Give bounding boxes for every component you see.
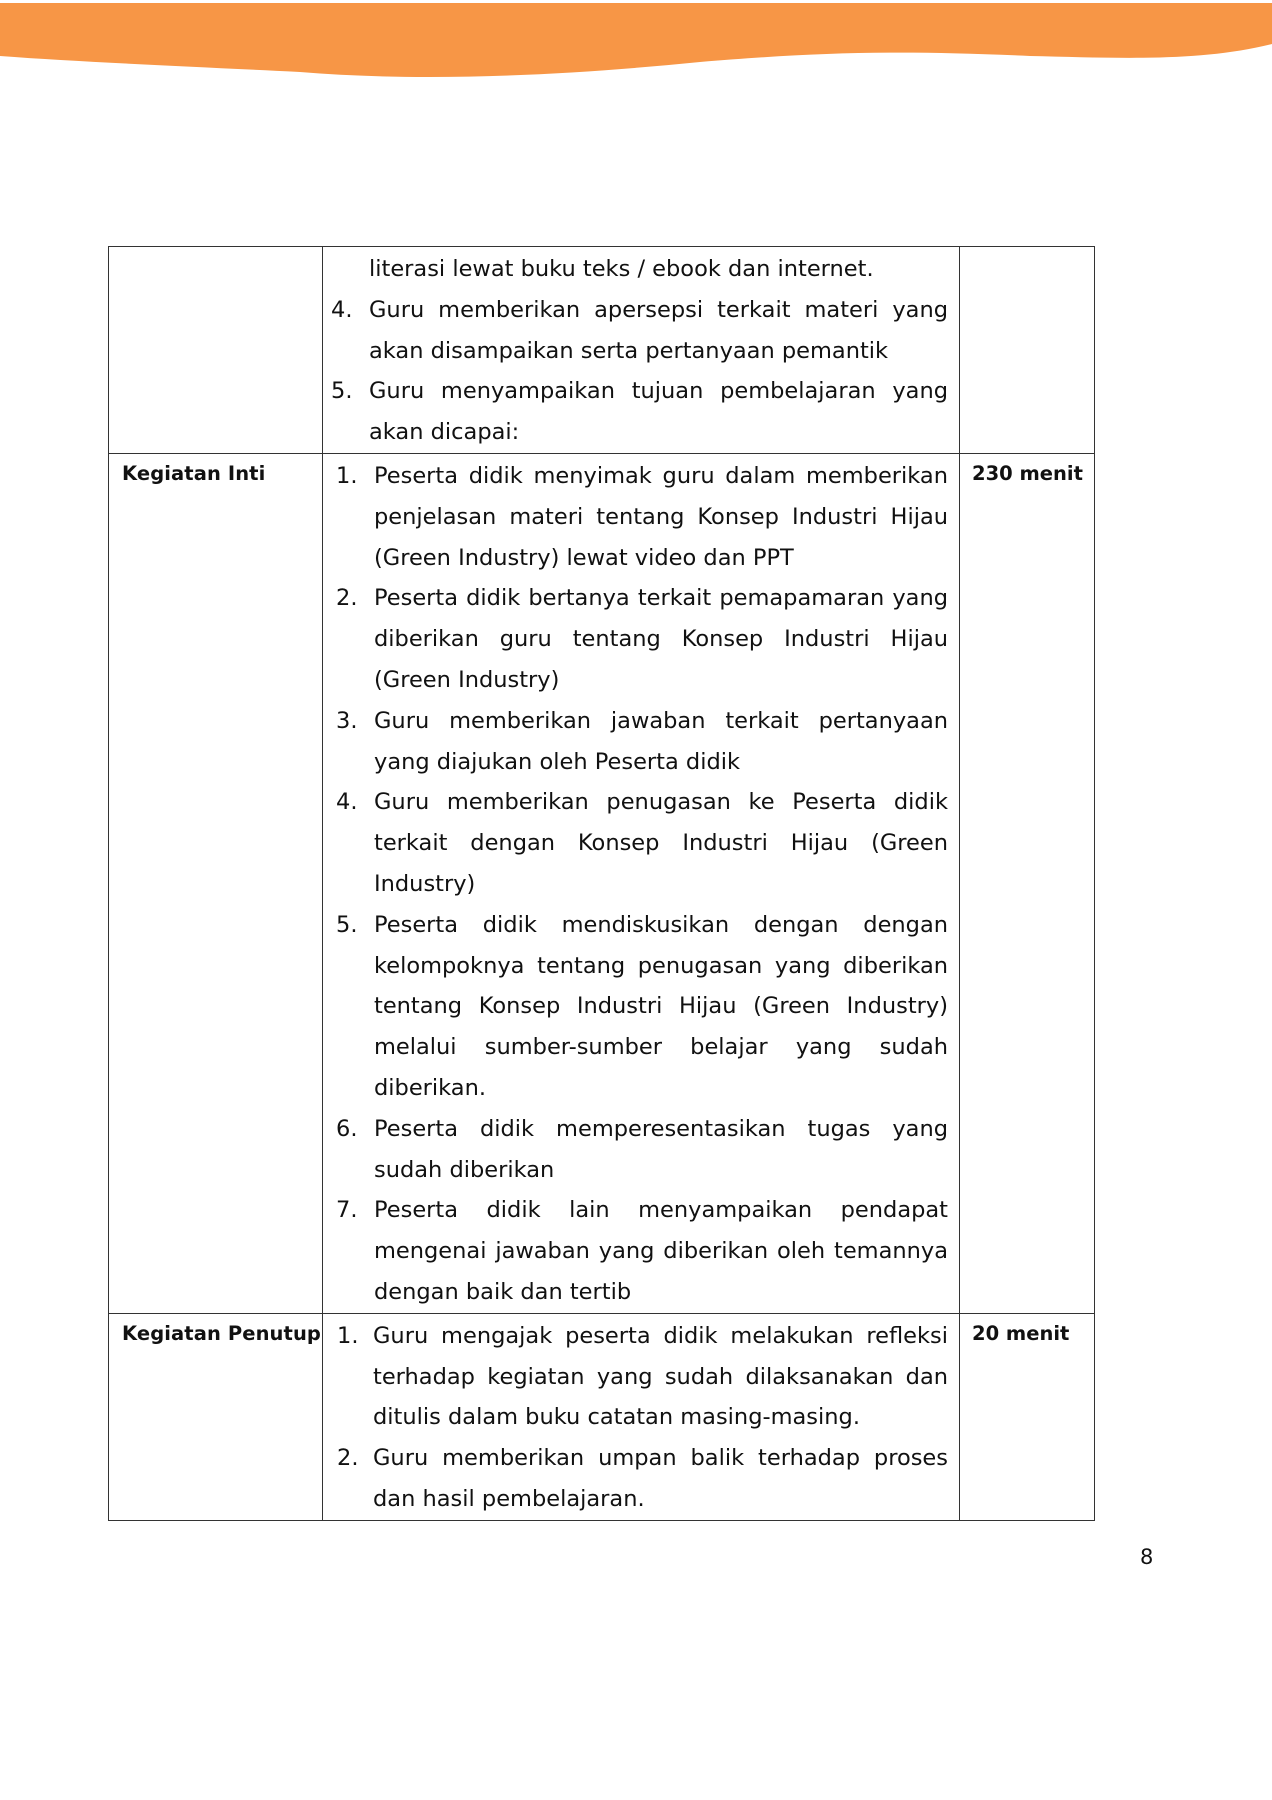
list-item [323,578,959,700]
list-item [323,1438,959,1520]
list-item-number: 3. [336,707,358,734]
table-row-pendahuluan-continued [109,247,1095,454]
list-item-number: 5. [331,378,353,405]
list-item [323,1109,959,1191]
list-item-number: 2. [336,585,358,612]
list-item-text: Peserta didik lain menyampaikan pendapat mengenai jawaban yang diberikan oleh temannya dengan baik dan tertib [374,1197,948,1305]
activity-label-cell [109,453,323,1313]
list-item-text: Guru menyampaikan tujuan pembelajaran yang akan dicapai: [369,378,948,446]
list-item-text: Peserta didik memperesentasikan tugas yang sudah diberikan [374,1115,948,1183]
list-item [323,782,959,904]
list-item-text: literasi lewat buku teks / ebook dan internet. [369,256,874,282]
list-item-number: 7. [336,1197,358,1224]
activity-label: Kegiatan Penutup [122,1321,321,1345]
activity-label-cell [109,1313,323,1520]
list-item-text: Peserta didik menyimak guru dalam memberikan penjelasan materi tentang Konsep Industri Hijau (Green Industry) lewat video dan PPT [374,462,948,571]
list-item-number: 4. [331,296,353,323]
duration: 20 menit [972,1321,1070,1345]
duration [960,247,1094,255]
duration: 230 menit [972,461,1083,485]
list-item [323,701,959,783]
list-item [323,290,959,372]
activity-label [109,247,322,255]
lesson-activity-table [108,246,1095,1521]
orange-wave-shape [0,3,1272,77]
list-item-number: 5. [336,911,358,938]
table-row-kegiatan-penutup [109,1313,1095,1520]
list-item-number: 1. [337,1322,359,1349]
list-item-text: Peserta didik bertanya terkait pemapamaran yang diberikan guru tentang Konsep Industri Hijau (Green Industry) [374,585,948,693]
list-item [323,1190,959,1312]
page-number: 8 [1140,1545,1154,1569]
list-item-number: 2. [337,1445,359,1472]
list-item [323,1316,959,1438]
activity-steps-cell [323,1313,960,1520]
duration-cell [960,1313,1095,1520]
list-item-number: 4. [336,789,358,816]
table-row-kegiatan-inti [109,453,1095,1313]
list-item [323,371,959,453]
list-item-text: Guru memberikan penugasan ke Peserta didik terkait dengan Konsep Industri Hijau (Green Industry) [374,789,948,897]
list-item-continuation [323,249,959,290]
duration-cell [960,453,1095,1313]
header-wave-decoration [0,0,1272,90]
list-item-text: Guru memberikan jawaban terkait pertanyaan yang diajukan oleh Peserta didik [374,707,948,775]
activity-label: Kegiatan Inti [122,461,266,485]
activity-label-cell [109,247,323,454]
activity-steps-cell [323,247,960,454]
list-item-text: Guru mengajak peserta didik melakukan refleksi terhadap kegiatan yang sudah dilaksanakan dan ditulis dalam buku catatan masing-masing. [373,1322,948,1431]
duration-cell [960,247,1095,454]
list-item-text: Guru memberikan apersepsi terkait materi yang akan disampaikan serta pertanyaan pemantik [369,296,948,364]
list-item-number: 1. [336,462,358,489]
activity-steps-cell [323,453,960,1313]
list-item [323,456,959,578]
list-item-text: Peserta didik mendiskusikan dengan dengan kelompoknya tentang penugasan yang diberikan tentang Konsep Industri Hijau (Green Industry) melalui sumber-sumber belajar yang sudah diberikan. [374,911,948,1101]
list-item-number: 6. [336,1115,358,1142]
list-item [323,905,959,1109]
list-item-text: Guru memberikan umpan balik terhadap proses dan hasil pembelajaran. [373,1445,948,1512]
